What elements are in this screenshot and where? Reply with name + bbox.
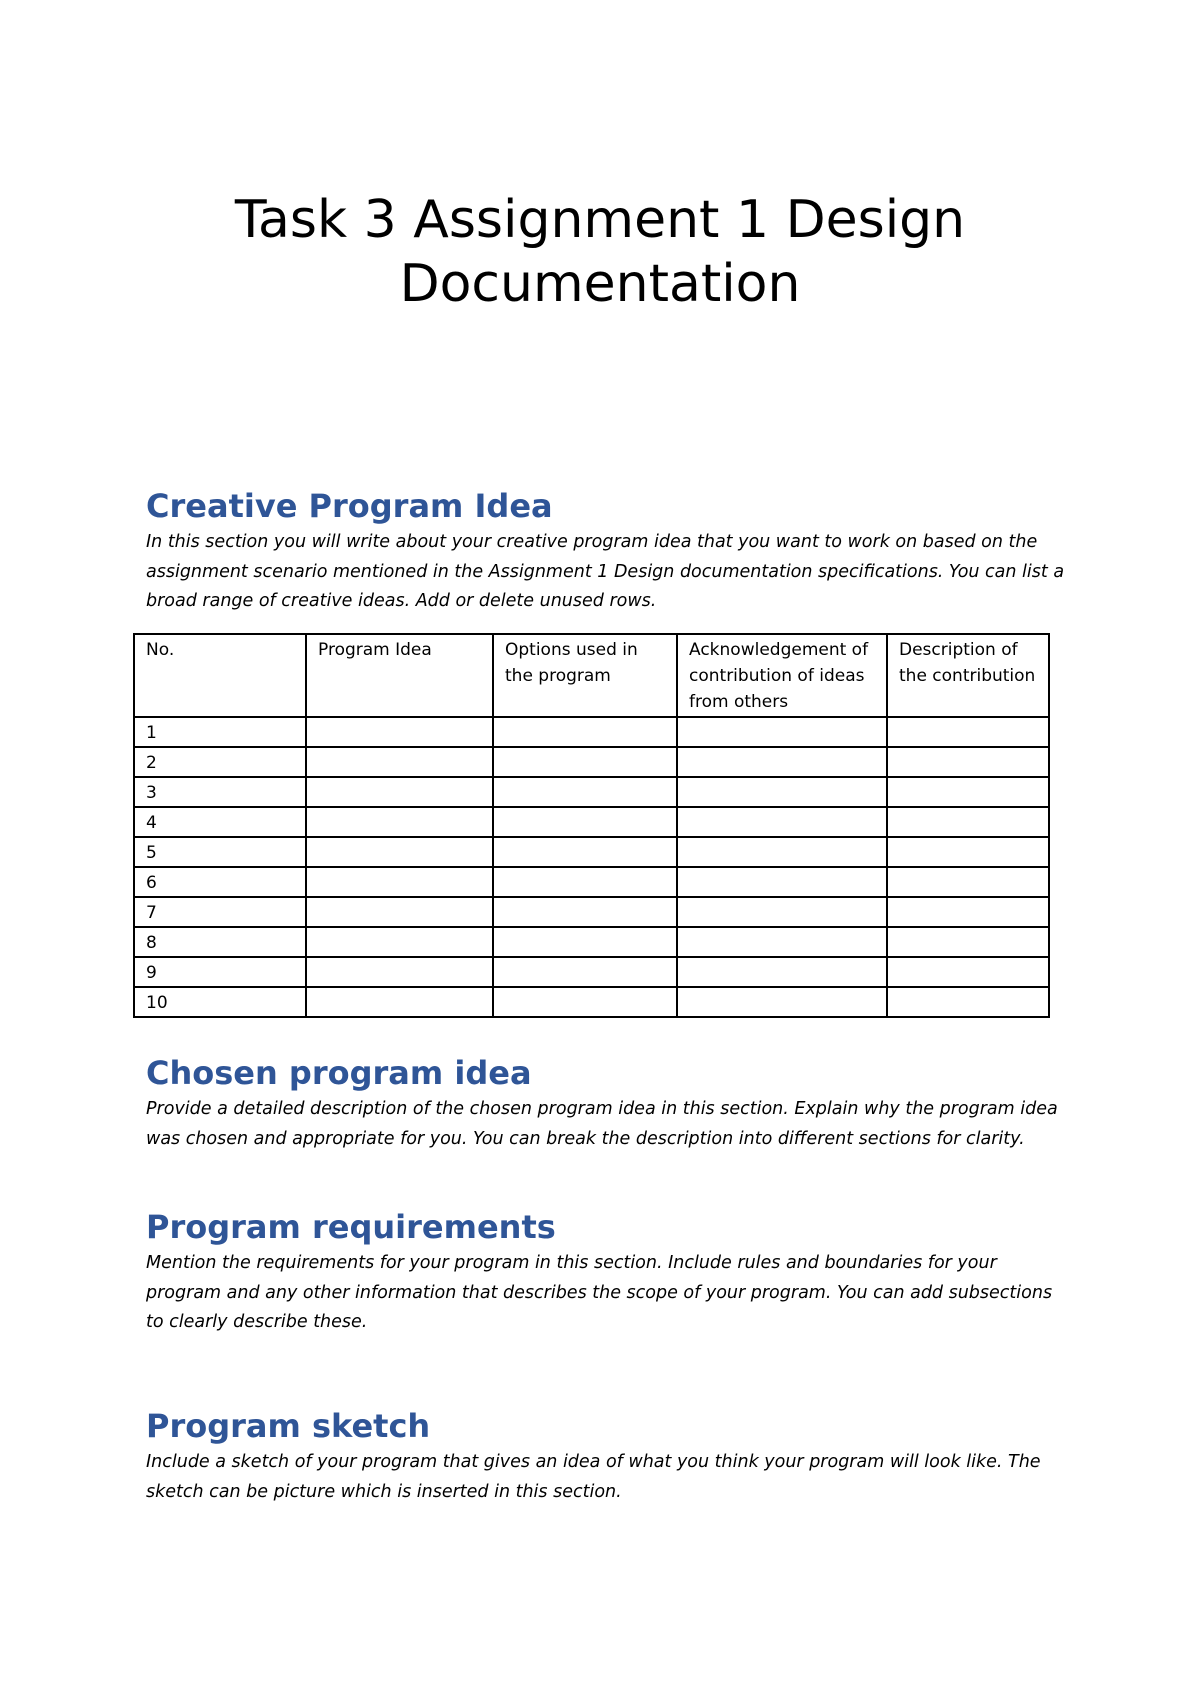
table-cell-number[interactable]: 7 — [134, 897, 306, 927]
table-row — [134, 777, 1049, 807]
table-row — [134, 747, 1049, 777]
table-cell[interactable] — [887, 807, 1049, 837]
section-heading-program-requirements: Program requirements — [146, 1208, 556, 1246]
table-cell[interactable] — [493, 867, 677, 897]
table-cell[interactable] — [677, 717, 887, 747]
page-title-line-1: Task 3 Assignment 1 Design — [234, 190, 966, 250]
table-header-cell: Acknowledgement of contribution of ideas from others — [677, 634, 887, 717]
table-cell[interactable] — [677, 777, 887, 807]
table-cell-number[interactable]: 3 — [134, 777, 306, 807]
page-title-line-2: Documentation — [399, 254, 801, 314]
table-cell[interactable] — [306, 717, 493, 747]
table-row — [134, 897, 1049, 927]
table-cell[interactable] — [677, 957, 887, 987]
table-cell[interactable] — [677, 807, 887, 837]
table-cell[interactable] — [677, 867, 887, 897]
table-cell[interactable] — [887, 747, 1049, 777]
table-cell[interactable] — [677, 987, 887, 1017]
table-row — [134, 717, 1049, 747]
section-heading-creative-program-idea: Creative Program Idea — [146, 487, 553, 525]
table-cell[interactable] — [306, 747, 493, 777]
table-cell-number[interactable]: 6 — [134, 867, 306, 897]
table-cell[interactable] — [493, 927, 677, 957]
table-cell[interactable] — [493, 717, 677, 747]
table-cell[interactable] — [306, 867, 493, 897]
section-body-chosen-program-idea: Provide a detailed description of the chosen program idea in this section. Explain why the program idea was chosen and appropriate for you. You can break the description into different sections for clarity. — [146, 1099, 1058, 1149]
table-row — [134, 987, 1049, 1017]
table-row — [134, 807, 1049, 837]
section-body-program-requirements: Mention the requirements for your program in this section. Include rules and boundaries for your program and any other information that describes the scope of your program. You can add subsections to clearly describe these. — [146, 1253, 1053, 1332]
table-cell[interactable] — [887, 777, 1049, 807]
table-cell[interactable] — [887, 927, 1049, 957]
table-cell[interactable] — [493, 747, 677, 777]
table-cell[interactable] — [677, 897, 887, 927]
table-header-cell: No. — [134, 634, 306, 717]
table-cell[interactable] — [887, 957, 1049, 987]
table-row — [134, 927, 1049, 957]
table-cell-number[interactable]: 2 — [134, 747, 306, 777]
table-cell-number[interactable]: 1 — [134, 717, 306, 747]
table-header-cell: Description of the contribution — [887, 634, 1049, 717]
table-cell[interactable] — [306, 987, 493, 1017]
table-row — [134, 957, 1049, 987]
table-cell-number[interactable]: 4 — [134, 807, 306, 837]
section-program-requirements — [146, 1207, 1066, 1338]
table-cell[interactable] — [887, 717, 1049, 747]
table-cell-number[interactable]: 9 — [134, 957, 306, 987]
table-row — [134, 867, 1049, 897]
table-cell[interactable] — [887, 867, 1049, 897]
table-cell[interactable] — [493, 987, 677, 1017]
section-heading-program-sketch: Program sketch — [146, 1407, 431, 1445]
table-header-cell: Options used in the program — [493, 634, 677, 717]
ideas-table — [133, 633, 1050, 1018]
table-cell[interactable] — [306, 957, 493, 987]
table-cell[interactable] — [306, 837, 493, 867]
table-cell[interactable] — [493, 807, 677, 837]
table-cell[interactable] — [677, 837, 887, 867]
table-cell[interactable] — [887, 897, 1049, 927]
table-cell-number[interactable]: 5 — [134, 837, 306, 867]
page-title — [0, 188, 1200, 316]
table-cell[interactable] — [306, 927, 493, 957]
section-program-sketch — [146, 1406, 1066, 1507]
table-cell[interactable] — [677, 747, 887, 777]
section-body-creative-program-idea: In this section you will write about your creative program idea that you want to work on based on the assignment scenario mentioned in the Assignment 1 Design documentation specifications. You can list a broad range of creative ideas. Add or delete unused rows. — [146, 532, 1065, 611]
table-cell[interactable] — [493, 897, 677, 927]
table-header-cell: Program Idea — [306, 634, 493, 717]
table-cell-number[interactable]: 8 — [134, 927, 306, 957]
table-cell-number[interactable]: 10 — [134, 987, 306, 1017]
section-creative-program-idea — [146, 486, 1066, 617]
table-cell[interactable] — [306, 807, 493, 837]
table-cell[interactable] — [306, 897, 493, 927]
section-body-program-sketch: Include a sketch of your program that gives an idea of what you think your program will look like. The sketch can be picture which is inserted in this section. — [146, 1452, 1041, 1502]
table-cell[interactable] — [677, 927, 887, 957]
table-cell[interactable] — [887, 837, 1049, 867]
table-header-row — [134, 634, 1049, 717]
table-cell[interactable] — [887, 987, 1049, 1017]
table-cell[interactable] — [493, 777, 677, 807]
section-heading-chosen-program-idea: Chosen program idea — [146, 1054, 532, 1092]
table-cell[interactable] — [493, 957, 677, 987]
table-cell[interactable] — [306, 777, 493, 807]
table-row — [134, 837, 1049, 867]
section-chosen-program-idea — [146, 1053, 1066, 1154]
table-cell[interactable] — [493, 837, 677, 867]
